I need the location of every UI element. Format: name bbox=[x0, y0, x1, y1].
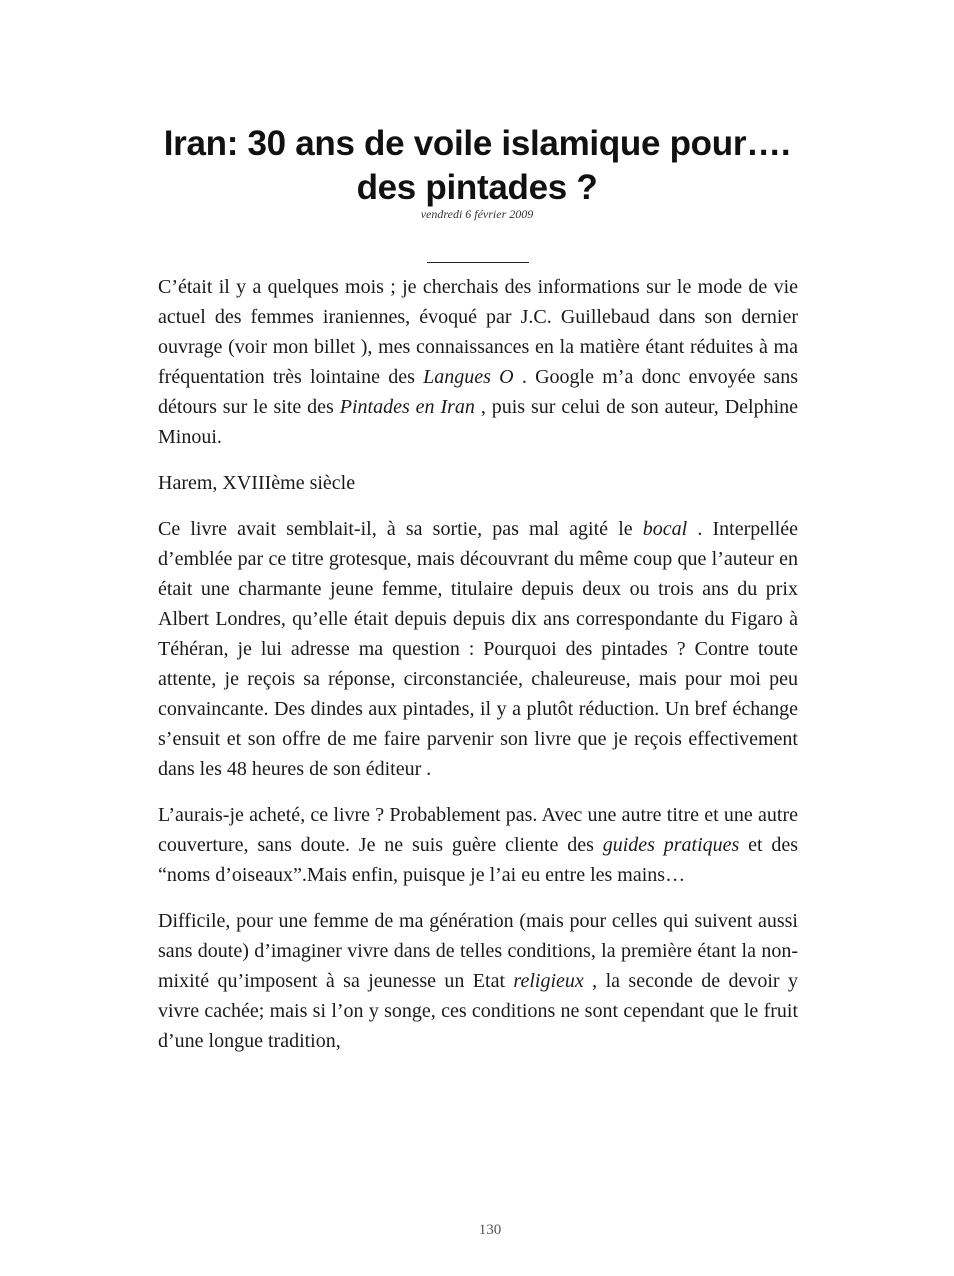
paragraph-5 bbox=[158, 906, 798, 1056]
article-title bbox=[120, 122, 834, 210]
article-body bbox=[158, 272, 798, 1072]
paragraph-1-text-e: , puis sur celui de son auteur, Delphine Minoui. bbox=[158, 396, 799, 448]
article-date: vendredi 6 février 2009 bbox=[420, 207, 534, 221]
religieux-emphasis: religieux bbox=[513, 970, 584, 992]
paragraph-3-text-a: Ce livre avait semblait-il, à sa sortie, pas mal agité le bbox=[158, 518, 643, 540]
paragraph-3-text-c: . Interpellée d’emblée par ce titre grotesque, mais découvrant du même coup que l’auteur en était une charmante jeune femme, titulaire depuis deux ou trois ans du prix Albert Londres, qu’elle était depuis depuis dix ans correspondante du Figaro à Téhéran, je lui adresse ma question : Pourquoi des pintades ? Contre toute attente, je reçois sa réponse, circonstanciée, chaleureuse, mais pour moi peu convaincante. Des dindes aux pintades, il y a plutôt réduction. Un bref échange s’ensuit et son offre de me faire parvenir son livre que je reçois effectivement dans les 48 heures de son éditeur . bbox=[158, 518, 799, 780]
article-title-line-1: Iran: 30 ans de voile islamique pour…. bbox=[163, 124, 791, 163]
pintades-en-iran-emphasis: Pintades en Iran bbox=[339, 396, 475, 418]
paragraph-3 bbox=[158, 514, 798, 784]
bocal-emphasis: bocal bbox=[642, 518, 688, 540]
paragraph-4-text-c: et des “noms d’oiseaux”.Mais enfin, puisque je l’ai eu entre les mains… bbox=[158, 834, 799, 886]
paragraph-5-text-a: Difficile, pour une femme de ma génération (mais pour celles qui suivent aussi sans doute) d’imaginer vivre dans de telles conditions, la première étant la non-mixité qu’imposent à sa jeunesse un Etat bbox=[158, 910, 798, 992]
image-caption: Harem, XVIIIème siècle bbox=[158, 472, 356, 494]
separator-rule bbox=[427, 262, 529, 263]
article-title-line-2: des pintades ? bbox=[356, 168, 598, 207]
guides-pratiques-emphasis: guides pratiques bbox=[602, 834, 740, 856]
paragraph-4 bbox=[158, 800, 798, 890]
paragraph-1-text-a: C’était il y a quelques mois ; je cherchais des informations sur le mode de vie actuel des femmes iraniennes, évoqué par J.C. Guillebaud dans son dernier ouvrage (voir mon billet ), mes connaissances en la matière étant réduites à ma fréquentation très lointaine des bbox=[158, 276, 798, 388]
paragraph-4-text-a: L’aurais-je acheté, ce livre ? Probablement pas. Avec une autre titre et une autre couverture, sans doute. Je ne suis guère cliente des bbox=[158, 804, 798, 856]
paragraph-1-text-c: . Google m’a donc envoyée sans détours sur le site des bbox=[158, 366, 799, 418]
paragraph-1 bbox=[158, 272, 798, 452]
langues-o-emphasis: Langues O bbox=[423, 366, 514, 388]
paragraph-5-text-c: , la seconde de devoir y vivre cachée; mais si l’on y songe, ces conditions ne sont cependant que le fruit d’une longue tradition, bbox=[158, 970, 798, 1052]
page-number: 130 bbox=[478, 1222, 502, 1238]
